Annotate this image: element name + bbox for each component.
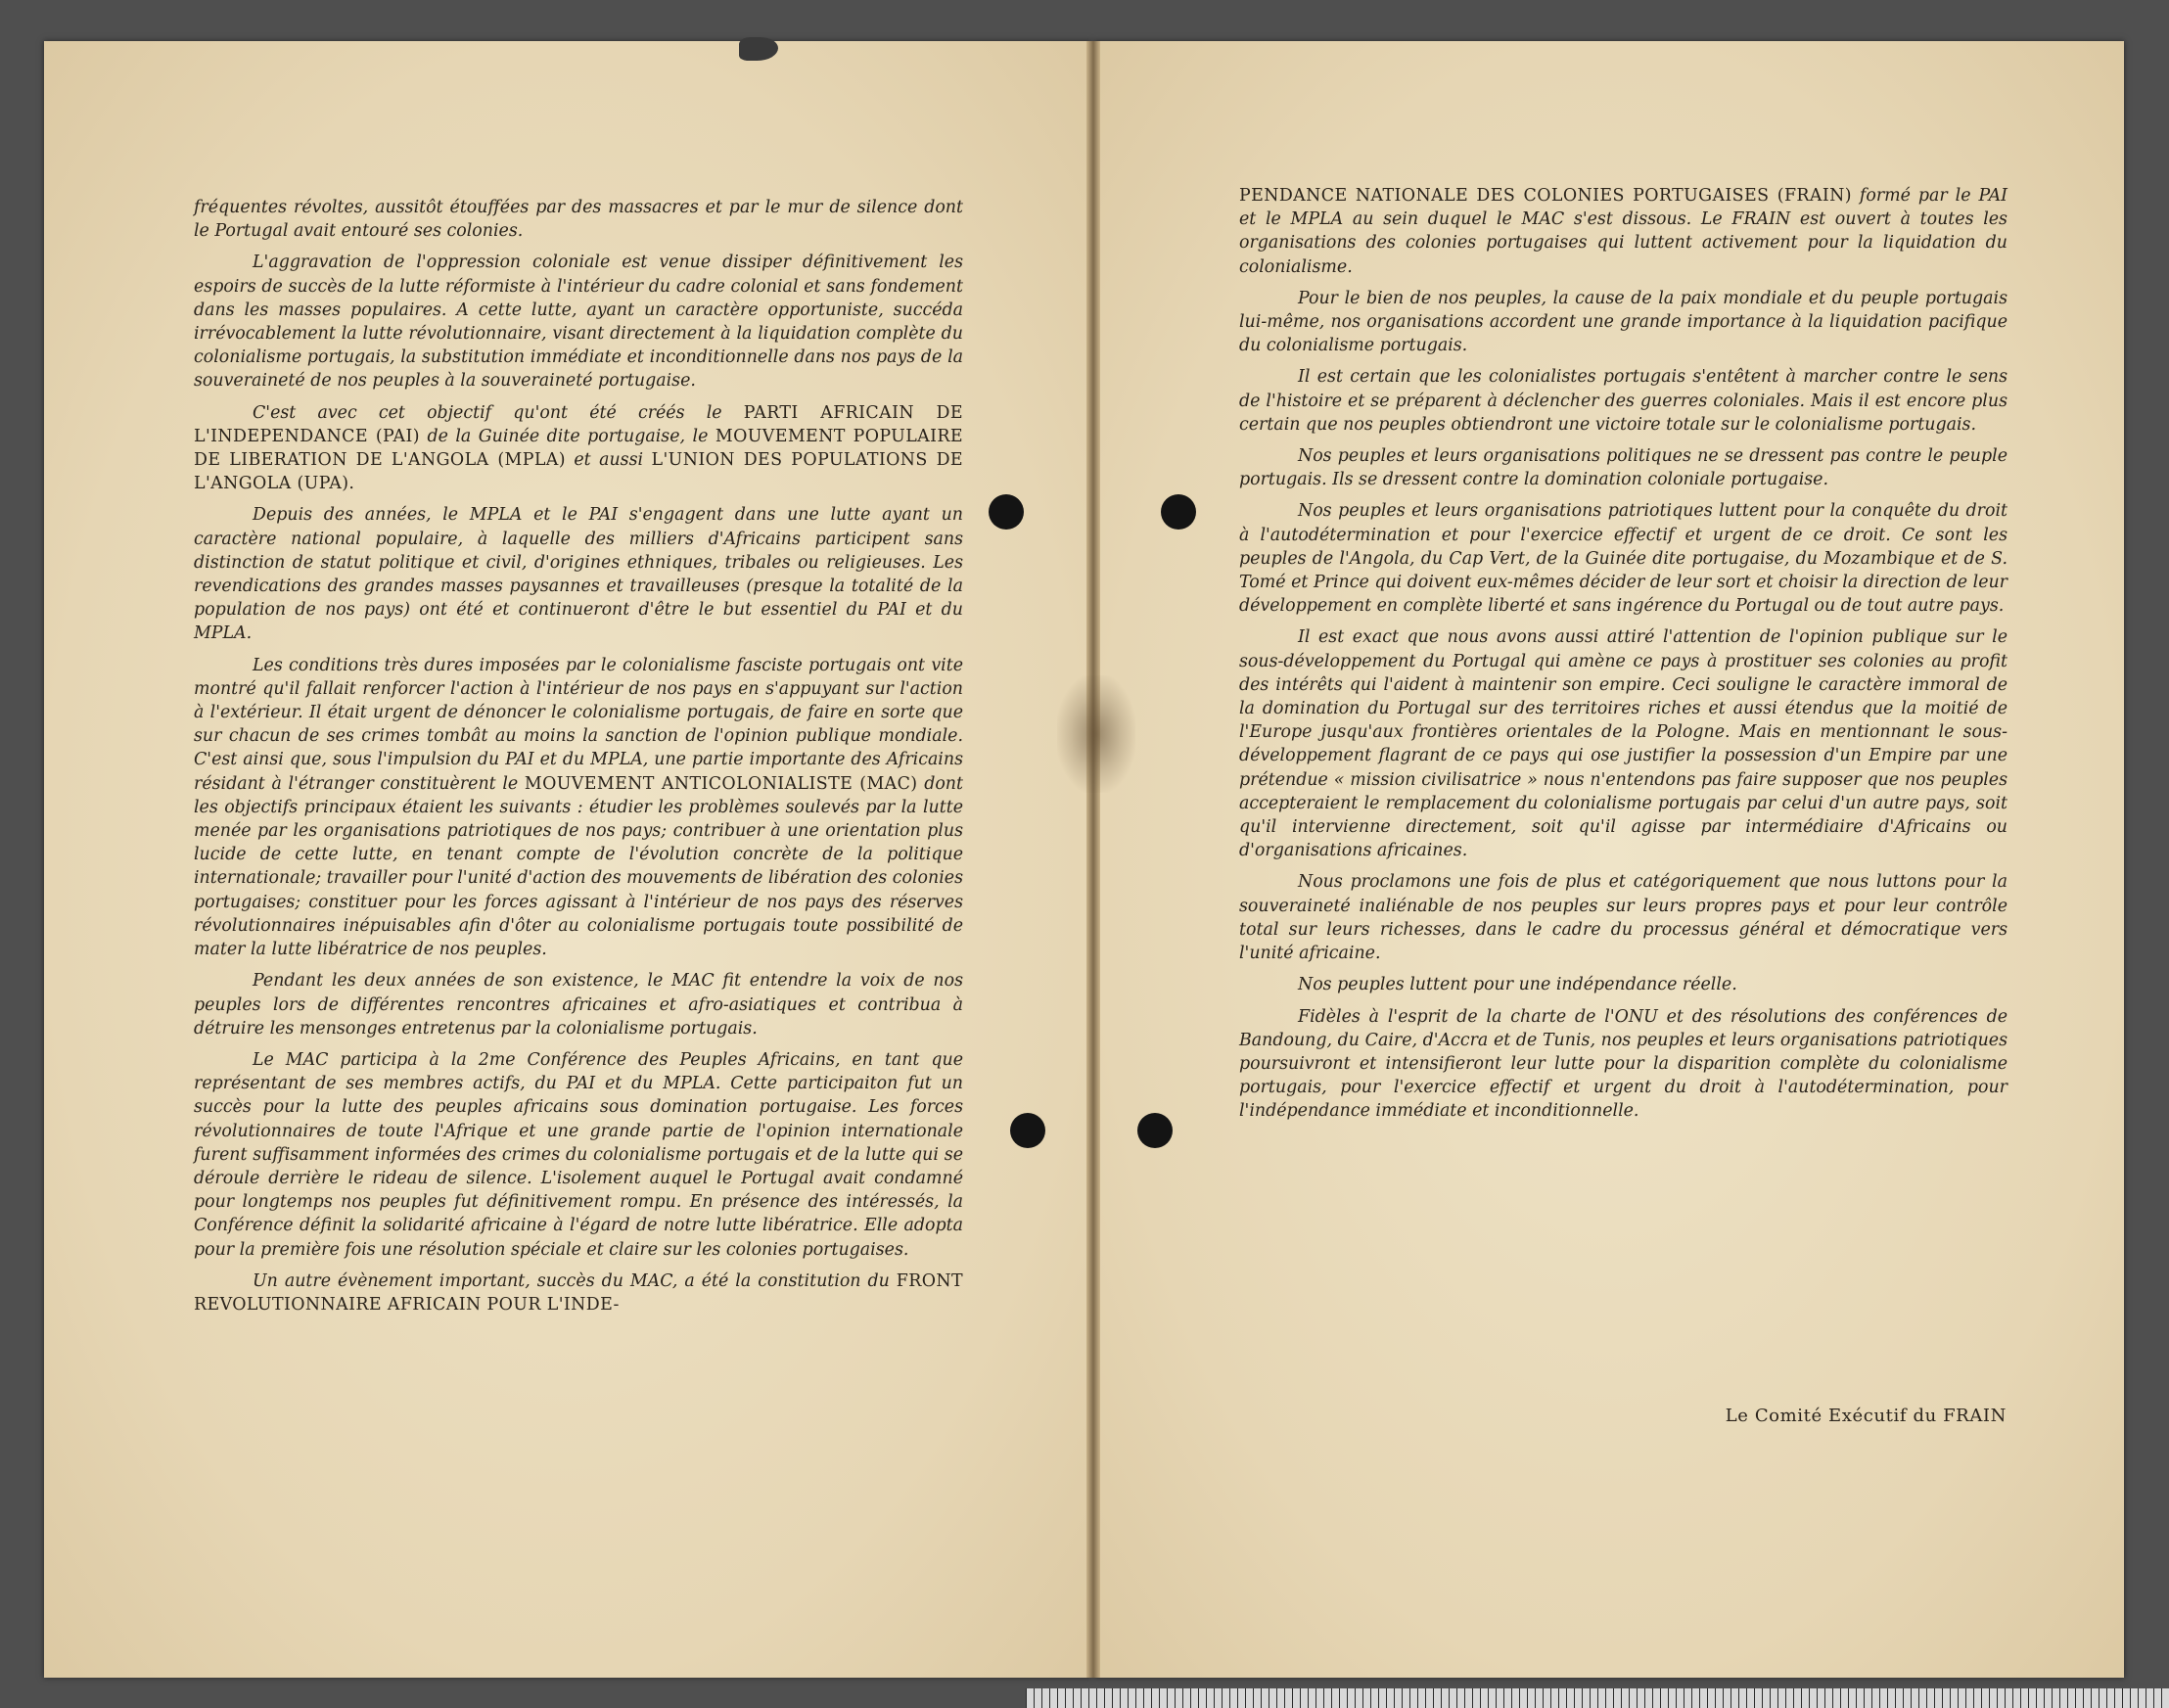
paragraph: Le MAC participa à la 2me Conférence des Peuples Africains, en tant que représentant de ses membres actifs, du PAI et du MPLA. Cette participaiton fut un succès pour la lutte des peuples africains sous domination portugaise. Les forces révolutionnaires de toute l'Afrique et une grande partie de l'opinion internationale furent suffisamment informées des crimes du colonialisme portugais et de la lutte qui se déroule derrière le rideau de silence. L'isolement auquel le Portugal avait condamné pour longtemps nos peuples fut définitivement rompu. En présence des intéressés, la Conférence définit la solidarité africaine à l'égard de notre lutte libératrice. Elle adopta pour la première fois une résolution spéciale et claire sur les colonies portugaises. <box>194 1049 963 1260</box>
org-name-pai: PARTI AFRICAIN DE L'INDEPENDANCE (PAI) <box>194 402 963 446</box>
org-name-frain-end: PENDANCE NATIONALE DES COLONIES PORTUGAISES (FRAIN) <box>1239 186 1852 206</box>
paragraph: Fidèles à l'esprit de la charte de l'ONU et des résolutions des conférences de Bandoung, du Caire, d'Accra et de Tunis, nos peuples et leurs organisations patriotiques poursuivront et intensifieront leur lutte pour la disparition complète du colonialisme portugais, pour l'exercice effectif et urgent du droit à l'autodétermination, pour l'indépendance immédiate et inconditionnelle. <box>1239 1006 2007 1122</box>
punch-hole-left-upper <box>989 494 1024 530</box>
paragraph: Nos peuples et leurs organisations politiques ne se dressent pas contre le peuple portugais. Ils se dressent contre la domination coloniale portugaise. <box>1239 446 2007 490</box>
paragraph: Nous proclamons une fois de plus et catégoriquement que nous luttons pour la souveraineté inaliénable de nos peuples sur leurs propres pays et pour leur contrôle total sur leurs richesses, dans le cadre du processus général et démocratique vers l'unité africaine. <box>1239 872 2007 964</box>
punch-hole-left-lower <box>1010 1113 1045 1148</box>
paragraph: Il est exact que nous avons aussi attiré l'attention de l'opinion publique sur le sous-développement du Portugal qui amène ce pays à prostituer ses colonies au profit des intérêts qui l'aident à maintenir son empire. Ceci souligne le caractère immoral de la domination du Portugal sur des territoires riches et aussi étendus que la moitié de l'Europe jusqu'aux frontières orientales de la Pologne. Mais en mentionnant le sous-développement flagrant de ce pays qui ose justifier la possession d'un Empire par une prétendue « mission civilisatrice » nous n'entendons pas faire supposer que nos peuples accepteraient le remplacement du colonialisme portugais par celui d'un autre pays, soit qu'il intervienne directement, soit qu'il agisse par intermédiaire d'Africains ou d'organisations africaines. <box>1239 627 2007 861</box>
punch-hole-right-lower <box>1137 1113 1173 1148</box>
paragraph <box>194 654 963 962</box>
org-name-upa: L'UNION DES POPULATIONS DE L'ANGOLA (UPA). <box>194 450 964 494</box>
paragraph <box>194 1269 963 1316</box>
right-column-text <box>1239 184 2007 1131</box>
org-name-frain-start: FRONT REVOLUTIONNAIRE AFRICAIN POUR L'INDE- <box>194 1270 963 1315</box>
text-run: C'est avec cet objectif qu'ont été créés le <box>253 402 722 423</box>
text-run: de la Guinée dite portugaise, le <box>427 426 709 446</box>
paragraph <box>194 401 963 496</box>
paragraph <box>1239 184 2007 279</box>
signature: Le Comité Exécutif du FRAIN <box>1725 1406 2007 1426</box>
page-fold <box>1086 41 1100 1678</box>
fold-stain <box>1057 675 1135 793</box>
org-name-mpla: MOUVEMENT POPULAIRE DE LIBERATION DE L'ANGOLA (MPLA) <box>194 426 964 471</box>
paragraph: Pour le bien de nos peuples, la cause de la paix mondiale et du peuple portugais lui-même, nos organisations accordent une grande importance à la liquidation pacifique du colonialisme portugais. <box>1239 288 2007 356</box>
paragraph: Depuis des années, le MPLA et le PAI s'engagent dans une lutte ayant un caractère national populaire, à laquelle des milliers d'Africains participent sans distinction de statut politique et civil, d'origines ethniques, tribales ou religieuses. Les revendications des grandes masses paysannes et travailleuses (presque la totalité de la population de nos pays) ont été et continueront d'être le but essentiel du PAI et du MPLA. <box>194 505 963 644</box>
text-run: Un autre évènement important, succès du MAC, a été la constitution du <box>253 1270 890 1291</box>
paragraph: Pendant les deux années de son existence, le MAC fit entendre la voix de nos peuples lors de différentes rencontres africaines et afro-asiatiques et contribua à détruire les mensonges entretenus par la colonialisme portugais. <box>194 971 963 1039</box>
left-column-text <box>194 196 963 1324</box>
scale-ruler <box>1026 1688 2169 1708</box>
paragraph: Nos peuples luttent pour une indépendance réelle. <box>1298 975 1737 995</box>
paragraph: Il est certain que les colonialistes portugais s'entêtent à marcher contre le sens de l'histoire et se préparent à déclencher des guerres coloniales. Mais il est encore plus certain que nos peuples obtiendront une victoire totale sur le colonialisme portugais. <box>1239 367 2007 435</box>
text-run: dont les objectifs principaux étaient les suivants : étudier les problèmes soulevés par la lutte menée par les organisations patriotiques de nos pays; contribuer à une orientation plus lucide de cette lutte, en tenant compte de l'évolution concrète de la politique internationale; travailler pour l'unité d'action des mouvements de libération des colonies portugaises; constituer pour les forces agissant à l'intérieur de nos pays des réserves révolutionnaires inépuisables afin d'ôter au colonialisme portugais toute possibilité de mater la lutte libératrice de nos peuples. <box>194 773 963 960</box>
paragraph: Nos peuples et leurs organisations patriotiques luttent pour la conquête du droit à l'autodétermination et pour l'exercice effectif et urgent de ce droit. Ce sont les peuples de l'Angola, du Cap Vert, de la Guinée dite portugaise, du Mozambique et de S. Tomé et Prince qui doivent eux-mêmes décider de leur sort et choisir la direction de leur développement en complète liberté et sans ingérence du Portugal ou de tout autre pays. <box>1239 501 2007 617</box>
text-run: et aussi <box>574 450 644 471</box>
text-run: Les conditions très dures imposées par le colonialisme fasciste portugais ont vite montré qu'il fallait renforcer l'action à l'intérieur de nos pays en s'appuyant sur l'action à l'extérieur. Il était urgent de dénoncer le colonialisme portugais, de faire en sorte que sur chacun de ses crimes tombât au moins la sanction de l'opinion publique mondiale. C'est ainsi que, sous l'impulsion du PAI et du MPLA, une partie importante des Africains résidant à l'étranger constituèrent le <box>194 655 963 794</box>
punch-hole-right-upper <box>1161 494 1196 530</box>
paragraph: fréquentes révoltes, aussitôt étouffées par des massacres et par le mur de silence dont le Portugal avait entouré ses colonies. <box>194 198 963 242</box>
org-name-mac: MOUVEMENT ANTICOLONIALISTE (MAC) <box>524 773 918 794</box>
paragraph: L'aggravation de l'oppression coloniale est venue dissiper définitivement les espoirs de succès de la lutte réformiste à l'intérieur du cadre colonial et sans fondement dans les masses populaires. A cette lutte, ayant un caractère opportuniste, succéda irrévocablement la lutte révolutionnaire, visant directement à la liquidation complète du colonialisme portugais, la substitution immédiate et inconditionnelle dans nos pays de la souveraineté de nos peuples à la souveraineté portugaise. <box>194 253 963 392</box>
text-run: formé par le PAI et le MPLA au sein duquel le MAC s'est dissous. Le FRAIN est ouvert à toutes les organisations des colonies portugaises qui luttent activement pour la liquidation du colonialisme. <box>1239 186 2008 277</box>
